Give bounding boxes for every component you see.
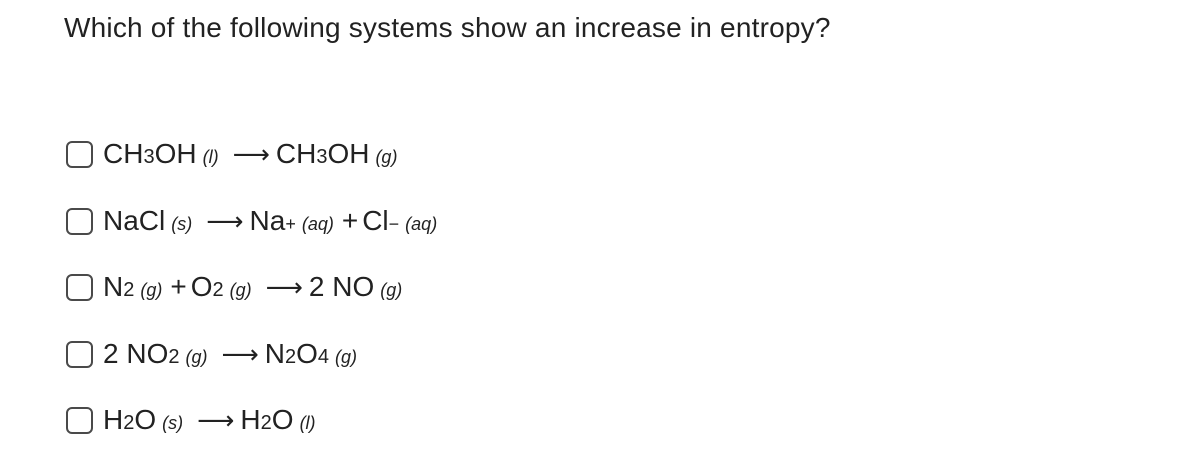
equation-5: H 2 O (s) ⟶ H 2 O (l) (103, 400, 320, 440)
eq4-arrow: ⟶ (221, 339, 259, 369)
eq1-reactant-part: CH (103, 138, 144, 169)
eq3-arrow: ⟶ (265, 272, 303, 302)
eq2-product2: Cl (362, 205, 389, 236)
equation-1: CH 3 OH (l) ⟶ CH 3 OH (g) (103, 134, 401, 174)
eq5-product-part2: O (271, 404, 294, 435)
eq4-product-part1: N (264, 338, 285, 369)
checkbox-option-1[interactable] (66, 141, 93, 168)
option-5[interactable] (66, 395, 320, 445)
checkbox-option-5[interactable] (66, 407, 93, 434)
checkbox-option-4[interactable] (66, 341, 93, 368)
checkbox-option-2[interactable] (66, 208, 93, 235)
option-4[interactable] (66, 329, 361, 379)
eq1-arrow: ⟶ (232, 139, 270, 169)
equation-4: 2 NO 2 (g) ⟶ N 2 O 4 (g) (103, 334, 361, 374)
eq5-product-part1: H (240, 404, 261, 435)
eq3-product: 2 NO (308, 271, 375, 302)
option-3[interactable] (66, 262, 406, 312)
eq5-reactant-part1: H (103, 404, 124, 435)
eq1-product-part: CH (275, 138, 317, 169)
option-2[interactable] (66, 196, 441, 246)
eq1-product-tail: OH (327, 138, 370, 169)
eq4-product-part2: O (296, 338, 318, 369)
eq2-product1: Na (249, 205, 286, 236)
checkbox-option-3[interactable] (66, 274, 93, 301)
eq2-reactant: NaCl (103, 205, 166, 236)
eq1-reactant-tail: OH (154, 138, 197, 169)
eq3-reactant1: N (103, 271, 124, 302)
option-1[interactable] (66, 129, 401, 179)
eq3-plus: + (170, 271, 187, 302)
eq2-plus: + (341, 205, 359, 236)
equation-2: NaCl (s) ⟶ Na + (aq) + Cl − (aq) (103, 201, 441, 241)
eq4-reactant: 2 NO (103, 338, 169, 369)
question-text: Which of the following systems show an increase in entropy? (64, 12, 831, 43)
equation-3: N 2 (g) + O 2 (g) ⟶ 2 NO (g) (103, 267, 406, 307)
eq2-arrow: ⟶ (206, 206, 244, 236)
eq5-reactant-part2: O (134, 404, 157, 435)
eq3-reactant2: O (190, 271, 213, 302)
eq5-arrow: ⟶ (197, 405, 235, 435)
